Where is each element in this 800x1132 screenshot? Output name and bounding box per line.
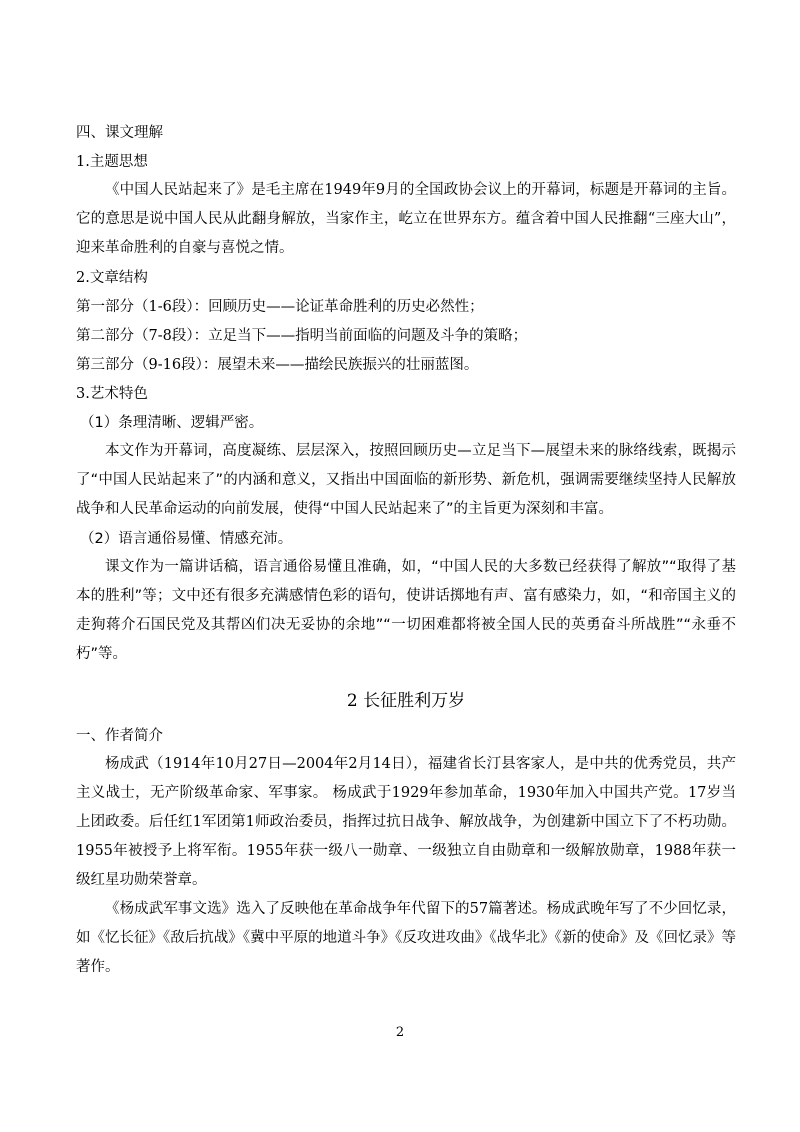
author-paragraph-2 [76,895,736,982]
art-point1-title: （1）条理清晰、逻辑严密。 [80,414,264,431]
page-number: 2 [395,1025,405,1040]
author-text-2: 《杨成武军事文选》选入了反映他在革命战争年代留下的57篇著述。杨成武晚年写了不少回忆录，如《忆长征》《敌后抗战》《冀中平原的地道斗争》《反攻进攻曲》《战华北》《新的使命》及《回忆录》等著作。 [76,901,736,975]
art-point2-text: 课文作为一篇讲话稿，语言通俗易懂且准确，如，“中国人民的大多数已经获得了解放”“取得了基本的胜利”等；文中还有很多充满感情色彩的语句，使讲话掷地有声、富有感染力，如，“和帝国主义的走狗蒋介石国民党及其帮凶们决无妥协的余地”“一切困难都将被全国人民的英勇奋斗所战胜”“永垂不朽”等。 [76,559,736,662]
art-point2-paragraph [76,553,736,669]
art-heading: 3.艺术特色 [76,385,148,402]
theme-paragraph [76,176,736,263]
art-point1-paragraph [76,437,736,524]
document-page [76,118,736,982]
author-paragraph-1 [76,750,736,895]
author-text-1: 杨成武（1914年10月27日—2004年2月14日），福建省长汀县客家人，是中共的优秀党员，共产主义战士，无产阶级革命家、军事家。 杨成武于1929年参加革命，1930年加入中国共产党。17岁当上团政委。后任红1军团第1师政治委员，指挥过抗日战争、解放战争，为创建新中国立下了不朽功勋。1955年被授予上将军衔。1955年获一级八一勋章、一级独立自由勋章和一级解放勋章，1988年获一级红星功勋荣誉章。 [76,756,736,888]
lesson-title: 2 长征胜利万岁 [346,691,466,711]
structure-part-1: 第一部分（1-6段）：回顾历史——论证革命胜利的历史必然性； [76,298,484,315]
author-heading: 一、作者简介 [76,727,163,744]
theme-text: 《中国人民站起来了》是毛主席在1949年9月的全国政协会议上的开幕词，标题是开幕词的主旨。它的意思是说中国人民从此翻身解放，当家作主，屹立在世界东方。蕴含着中国人民推翻“三座大山”，迎来革命胜利的自豪与喜悦之情。 [76,182,736,256]
structure-part-3: 第三部分（9-16段）：展望未来——描绘民族振兴的壮丽蓝图。 [76,356,479,373]
theme-heading: 1.主题思想 [76,153,148,170]
structure-heading: 2.文章结构 [76,269,148,286]
section-heading: 四、课文理解 [76,124,163,141]
art-point2-title: （2）语言通俗易懂、情感充沛。 [80,530,293,547]
art-point1-text: 本文作为开幕词，高度凝练、层层深入，按照回顾历史—立足当下—展望未来的脉络线索，既揭示了“中国人民站起来了”的内涵和意义，又指出中国面临的新形势、新危机，强调需要继续坚持人民解放战争和人民革命运动的向前发展，使得“中国人民站起来了”的主旨更为深刻和丰富。 [76,443,736,517]
structure-part-2: 第二部分（7-8段）：立足当下——指明当前面临的问题及斗争的策略； [76,327,528,344]
